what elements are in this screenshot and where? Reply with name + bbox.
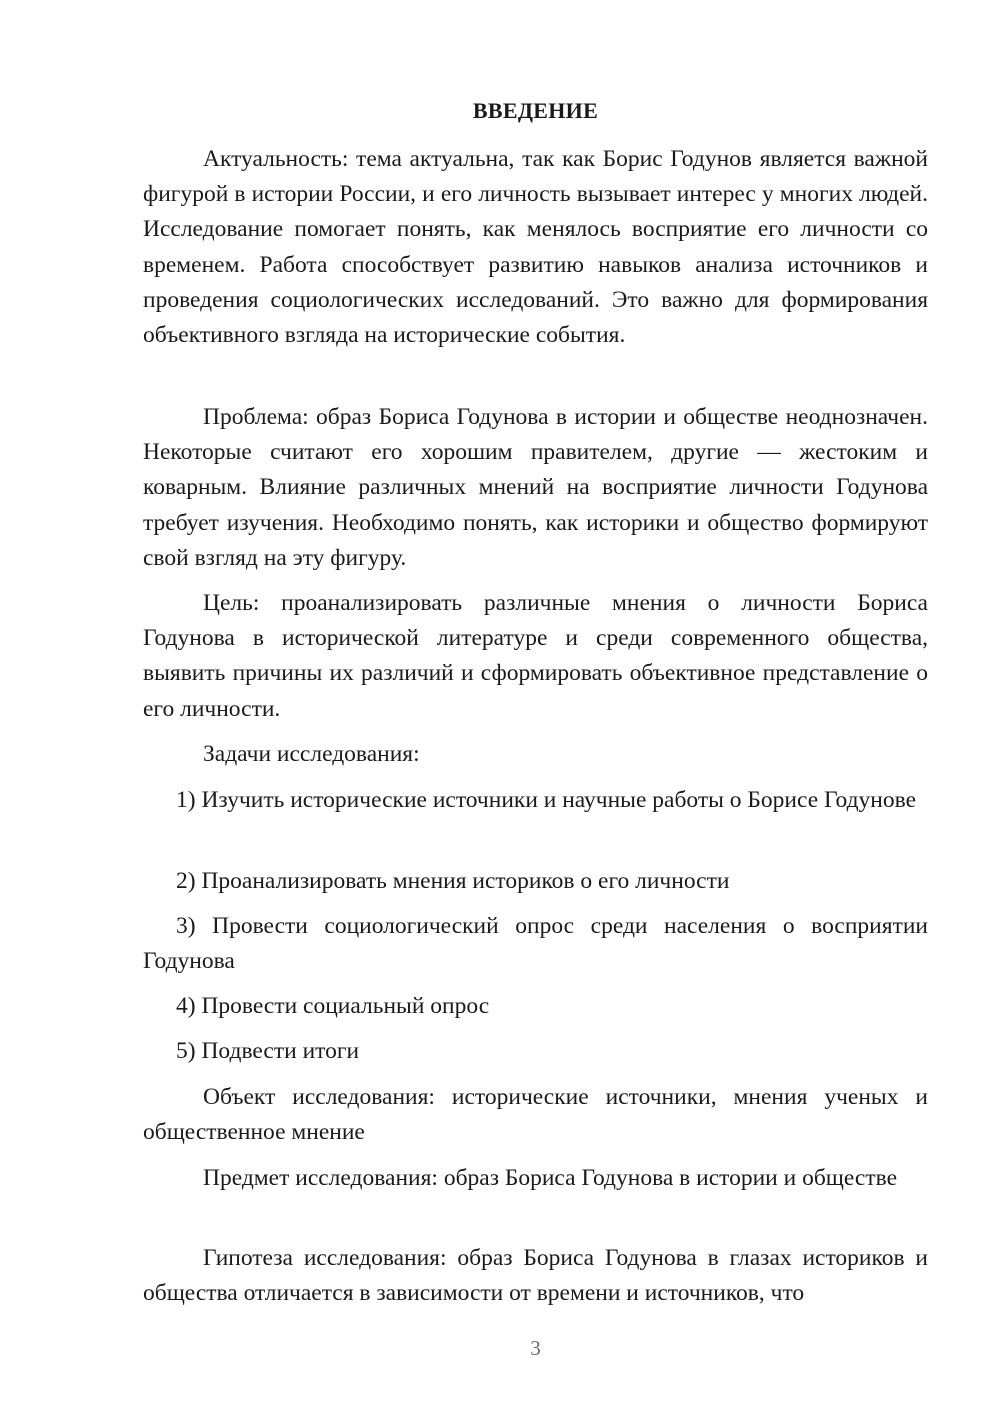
task-item-3: 3) Провести социологический опрос среди населения о восприятии Годунова xyxy=(143,913,928,975)
paragraph-problem: Проблема: образ Бориса Годунова в истории и обществе неоднозначен. Некоторые считают его хорошим правителем, другие — жестоким и коварным. Влияние различных мнений на восприятие личности Годунова требует изучения. Необходимо понять, как историки и общество формируют свой взгляд на эту фигуру. xyxy=(143,404,928,571)
section-title: ВВЕДЕНИЕ xyxy=(472,98,599,123)
paragraph-object: Объект исследования: исторические источники, мнения ученых и общественное мнение xyxy=(143,1084,928,1146)
paragraph-goal: Цель: проанализировать различные мнения о личности Бориса Годунова в исторической литературе и среди современного общества, выявить причины их различий и сформировать объективное представление о его личности. xyxy=(143,590,928,722)
paragraph-hypothesis: Гипотеза исследования: образ Бориса Годунова в глазах историков и общества отличается в зависимости от времени и источников, что xyxy=(143,1245,928,1307)
task-item-2: 2) Проанализировать мнения историков о его личности xyxy=(176,868,730,894)
paragraph-subject: Предмет исследования: образ Бориса Годунова в истории и обществе xyxy=(203,1165,897,1191)
paragraph-relevance: Актуальность: тема актуальна, так как Борис Годунов является важной фигурой в истории России, и его личность вызывает интерес у многих людей. Исследование помогает понять, как менялось восприятие его личности со временем. Работа способствует развитию навыков анализа источников и проведения социологических исследований. Это важно для формирования объективного взгляда на исторические события. xyxy=(143,146,928,349)
document-page xyxy=(143,0,928,1414)
task-item-4: 4) Провести социальный опрос xyxy=(176,993,490,1019)
task-item-5: 5) Подвести итоги xyxy=(176,1038,360,1064)
page-number: 3 xyxy=(530,1336,541,1360)
task-item-1: 1) Изучить исторические источники и научные работы о Борисе Годунове xyxy=(176,787,917,813)
tasks-heading: Задачи исследования: xyxy=(203,741,420,767)
